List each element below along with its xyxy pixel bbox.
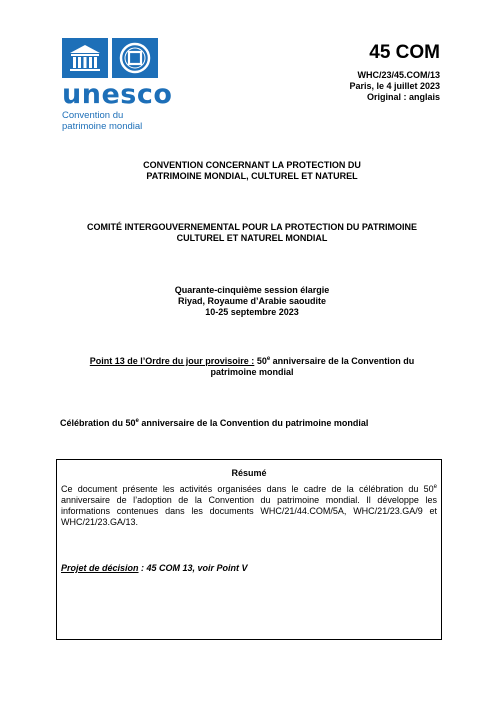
committee-title: COMITÉ INTERGOUVERNEMENTAL POUR LA PROTECTION DU PATRIMOINE CULTUREL ET NATUREL MONDIAL bbox=[86, 222, 417, 243]
summary-text: Ce document présente les activités organisées dans le cadre de la célébration du 50e anniversaire de l’adoption de la Convention du patrimoine mondial. Il développe les informations contenues dans les documents WHC/21/44.COM/5A, WHC/21/23.GA/9 et WHC/21/23.GA/13. bbox=[61, 484, 437, 527]
logo-subtitle: Convention du patrimoine mondial bbox=[62, 110, 143, 132]
original-language: Original : anglais bbox=[366, 92, 440, 102]
logo-wordmark: unesco bbox=[62, 79, 173, 110]
document-header bbox=[349, 42, 440, 103]
temple-emblem-icon bbox=[62, 38, 108, 78]
agenda-item-label: Point 13 de l’Ordre du jour provisoire : bbox=[89, 356, 255, 366]
place-date: Paris, le 4 juillet 2023 bbox=[349, 81, 440, 91]
draft-decision: Projet de décision : 45 COM 13, voir Point V bbox=[61, 563, 248, 573]
document-reference: WHC/23/45.COM/13 bbox=[357, 70, 440, 80]
unesco-logo bbox=[62, 38, 197, 132]
summary-box bbox=[56, 459, 442, 640]
world-heritage-emblem-icon bbox=[112, 38, 158, 78]
document-title: Célébration du 50e anniversaire de la Convention du patrimoine mondial bbox=[60, 418, 369, 428]
summary-heading: Résumé bbox=[231, 468, 267, 478]
agenda-item: Point 13 de l’Ordre du jour provisoire : 50e anniversaire de la Convention du patrimoine mondial bbox=[89, 356, 415, 377]
convention-title: CONVENTION CONCERNANT LA PROTECTION DU PATRIMOINE MONDIAL, CULTUREL ET NATUREL bbox=[143, 160, 361, 181]
session-code: 45 COM bbox=[369, 42, 440, 63]
session-info: Quarante-cinquième session élargie Riyad, Royaume d’Arabie saoudite 10-25 septembre 2023 bbox=[174, 285, 330, 317]
